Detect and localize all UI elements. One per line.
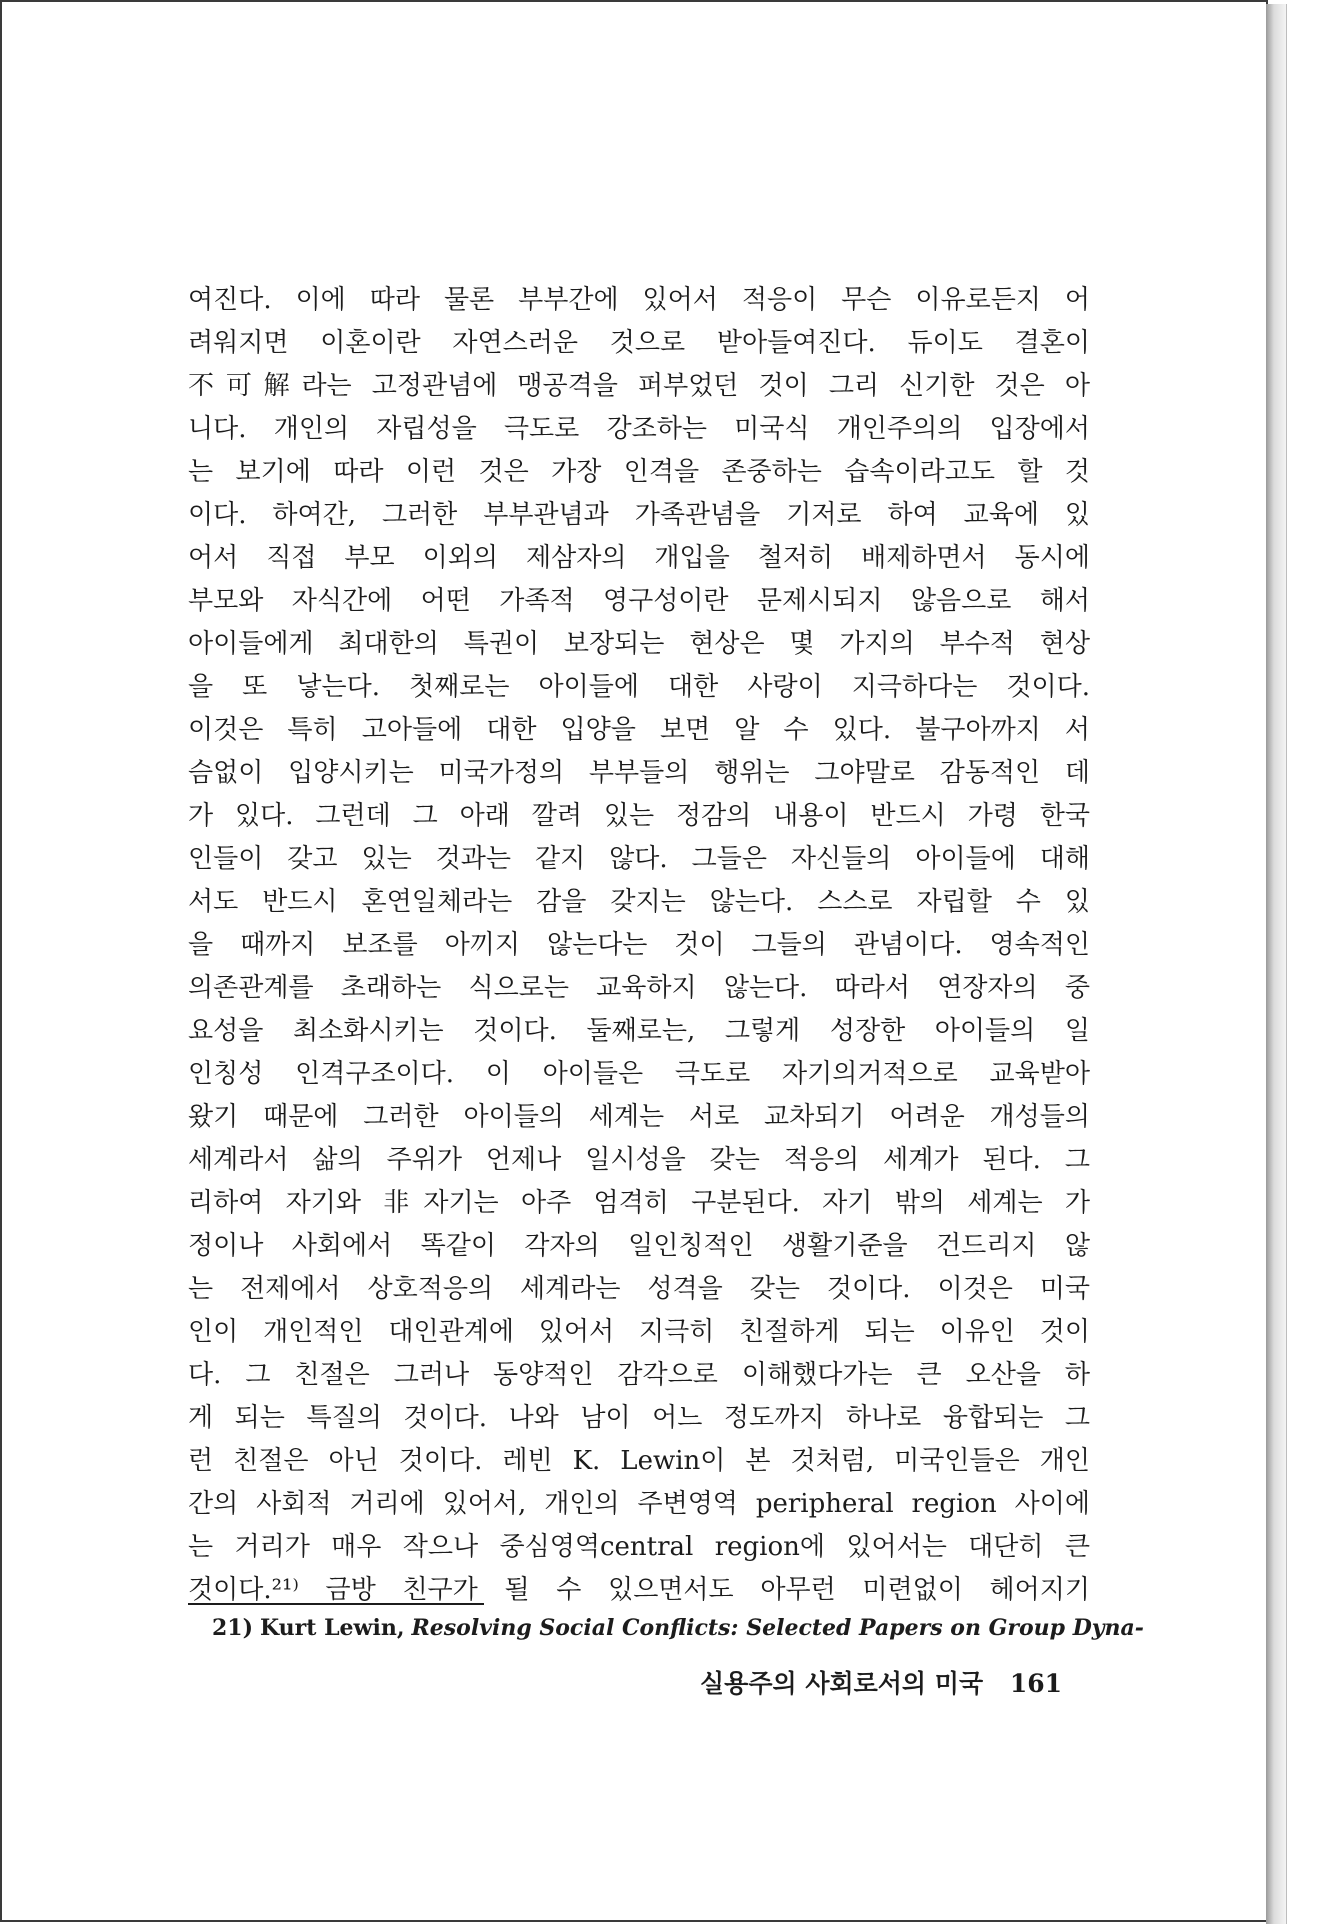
- body-line: 리하여 자기와 非자기는 아주 엄격히 구분된다. 자기 밖의 세계는 가: [188, 1188, 1090, 1218]
- body-line: 것이다.²¹⁾ 금방 친구가 될 수 있으면서도 아무런 미련없이 헤어지기: [188, 1575, 1090, 1605]
- body-line: 을 또 낳는다. 첫째로는 아이들에 대한 사랑이 지극하다는 것이다.: [188, 672, 1090, 702]
- body-line: 不可解라는 고정관념에 맹공격을 퍼부었던 것이 그리 신기한 것은 아: [188, 371, 1090, 401]
- body-line: 니다. 개인의 자립성을 극도로 강조하는 미국식 개인주의의 입장에서: [188, 414, 1090, 444]
- body-line: 이것은 특히 고아들에 대한 입양을 보면 알 수 있다. 불구아까지 서: [188, 715, 1090, 745]
- body-line: 려워지면 이혼이란 자연스러운 것으로 받아들여진다. 듀이도 결혼이: [188, 328, 1090, 358]
- footnote-number: 21): [212, 1615, 254, 1641]
- page-edge-shadow: [1266, 4, 1287, 1924]
- body-line: 세계라서 삶의 주위가 언제나 일시성을 갖는 적응의 세계가 된다. 그: [188, 1145, 1090, 1175]
- body-line: 는 보기에 따라 이런 것은 가장 인격을 존중하는 습속이라고도 할 것: [188, 457, 1090, 487]
- body-line: 는 거리가 매우 작으나 중심영역central region에 있어서는 대단히 큰: [188, 1532, 1090, 1562]
- body-line: 서도 반드시 혼연일체라는 감을 갖지는 않는다. 스스로 자립할 수 있: [188, 887, 1090, 917]
- body-line: 간의 사회적 거리에 있어서, 개인의 주변영역 peripheral region 사이에: [188, 1489, 1090, 1519]
- body-line: 다. 그 친절은 그러나 동양적인 감각으로 이해했다가는 큰 오산을 하: [188, 1360, 1090, 1390]
- body-line: 인들이 갖고 있는 것과는 같지 않다. 그들은 자신들의 아이들에 대해: [188, 844, 1090, 874]
- body-line: 인이 개인적인 대인관계에 있어서 지극히 친절하게 되는 이유인 것이: [188, 1317, 1090, 1347]
- body-line: 어서 직접 부모 이외의 제삼자의 개입을 철저히 배제하면서 동시에: [188, 543, 1090, 573]
- body-text: [188, 279, 1090, 1612]
- body-line: 왔기 때문에 그러한 아이들의 세계는 서로 교차되기 어려운 개성들의: [188, 1102, 1090, 1132]
- running-footer: [692, 1664, 1062, 1704]
- body-line: 여진다. 이에 따라 물론 부부간에 있어서 적응이 무슨 이유로든지 어: [188, 285, 1090, 315]
- running-title: 실용주의 사회로서의 미국: [700, 1669, 984, 1698]
- body-line: 요성을 최소화시키는 것이다. 둘째로는, 그렇게 성장한 아이들의 일: [188, 1016, 1090, 1046]
- body-line: 아이들에게 최대한의 특권이 보장되는 현상은 몇 가지의 부수적 현상: [188, 629, 1090, 659]
- body-line: 는 전제에서 상호적응의 세계라는 성격을 갖는 것이다. 이것은 미국: [188, 1274, 1090, 1304]
- body-line: 인칭성 인격구조이다. 이 아이들은 극도로 자기의거적으로 교육받아: [188, 1059, 1090, 1089]
- footnote-title: Resolving Social Conflicts: Selected Papers on Group Dyna-: [411, 1615, 1144, 1641]
- body-line: 이다. 하여간, 그러한 부부관념과 가족관념을 기저로 하여 교육에 있: [188, 500, 1090, 530]
- body-line: 게 되는 특질의 것이다. 나와 남이 어느 정도까지 하나로 융합되는 그: [188, 1403, 1090, 1433]
- body-line: 가 있다. 그런데 그 아래 깔려 있는 정감의 내용이 반드시 가령 한국: [188, 801, 1090, 831]
- footnote-divider: [188, 1603, 484, 1605]
- body-line: 부모와 자식간에 어떤 가족적 영구성이란 문제시되지 않음으로 해서: [188, 586, 1090, 616]
- body-line: 의존관계를 초래하는 식으로는 교육하지 않는다. 따라서 연장자의 중: [188, 973, 1090, 1003]
- body-line: 을 때까지 보조를 아끼지 않는다는 것이 그들의 관념이다. 영속적인: [188, 930, 1090, 960]
- footnote-author: Kurt Lewin,: [260, 1615, 405, 1641]
- page-number: 161: [1009, 1669, 1062, 1698]
- body-line: 정이나 사회에서 똑같이 각자의 일인칭적인 생활기준을 건드리지 않: [188, 1231, 1090, 1261]
- body-line: 런 친절은 아닌 것이다. 레빈 K. Lewin이 본 것처럼, 미국인들은 개인: [188, 1446, 1090, 1476]
- footnote: [212, 1610, 1144, 1647]
- body-line: 슴없이 입양시키는 미국가정의 부부들의 행위는 그야말로 감동적인 데: [188, 758, 1090, 788]
